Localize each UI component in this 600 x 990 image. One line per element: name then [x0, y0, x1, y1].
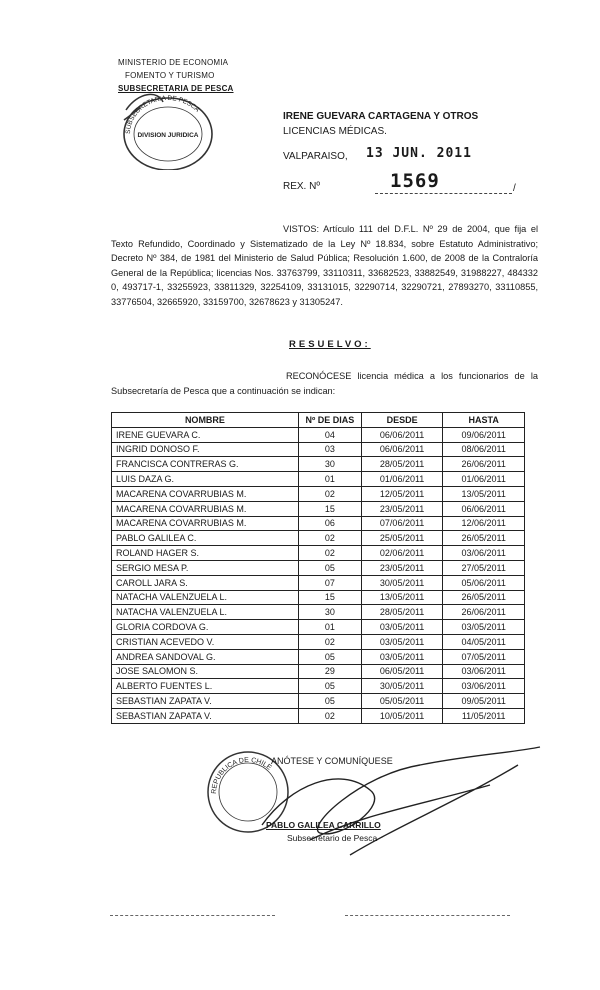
cell-hasta: 06/06/2011 — [443, 501, 525, 516]
cell-desde: 10/05/2011 — [361, 708, 443, 723]
cell-desde: 30/05/2011 — [361, 575, 443, 590]
cell-nombre: CRISTIAN ACEVEDO V. — [112, 634, 299, 649]
col-header-hasta: HASTA — [443, 413, 525, 428]
cell-nombre: FRANCISCA CONTRERAS G. — [112, 457, 299, 472]
cell-dias: 07 — [298, 575, 361, 590]
cell-hasta: 11/05/2011 — [443, 708, 525, 723]
table-row — [112, 457, 525, 472]
rex-label: REX. Nº — [283, 181, 320, 192]
cell-desde: 03/05/2011 — [361, 649, 443, 664]
cell-hasta: 26/05/2011 — [443, 531, 525, 546]
ministry-subname: FOMENTO Y TURISMO — [125, 71, 215, 80]
cell-desde: 06/05/2011 — [361, 664, 443, 679]
cell-dias: 05 — [298, 560, 361, 575]
cell-nombre: GLORIA CORDOVA G. — [112, 620, 299, 635]
cell-nombre: MACARENA COVARRUBIAS M. — [112, 501, 299, 516]
cell-desde: 02/06/2011 — [361, 546, 443, 561]
table-row — [112, 634, 525, 649]
table-row — [112, 590, 525, 605]
cell-nombre: IRENE GUEVARA C. — [112, 427, 299, 442]
footer-dash-left — [110, 915, 275, 916]
rex-underline — [375, 193, 512, 194]
resolution-subject — [283, 109, 533, 139]
table-row — [112, 516, 525, 531]
cell-nombre: SEBASTIAN ZAPATA V. — [112, 708, 299, 723]
col-header-nombre: NOMBRE — [112, 413, 299, 428]
cell-nombre: LUIS DAZA G. — [112, 472, 299, 487]
cell-dias: 05 — [298, 649, 361, 664]
cell-nombre: NATACHA VALENZUELA L. — [112, 605, 299, 620]
cell-dias: 05 — [298, 679, 361, 694]
table-row — [112, 664, 525, 679]
licenses-table — [111, 412, 525, 724]
cell-dias: 30 — [298, 605, 361, 620]
table-row — [112, 694, 525, 709]
cell-desde: 12/05/2011 — [361, 486, 443, 501]
cell-dias: 02 — [298, 546, 361, 561]
cell-nombre: SERGIO MESA P. — [112, 560, 299, 575]
table-row — [112, 560, 525, 575]
table-row — [112, 442, 525, 457]
rex-slash: / — [513, 183, 516, 194]
subject-bold: IRENE GUEVARA CARTAGENA Y OTROS — [283, 111, 479, 122]
table-row — [112, 679, 525, 694]
cell-hasta: 03/05/2011 — [443, 620, 525, 635]
cell-hasta: 09/06/2011 — [443, 427, 525, 442]
cell-hasta: 07/05/2011 — [443, 649, 525, 664]
cell-hasta: 05/06/2011 — [443, 575, 525, 590]
cell-nombre: SEBASTIAN ZAPATA V. — [112, 694, 299, 709]
subsecretaria-name: SUBSECRETARIA DE PESCA — [118, 84, 234, 93]
cell-desde: 06/06/2011 — [361, 427, 443, 442]
signatory-name: PABLO GALILEA CARRILLO — [266, 820, 381, 830]
cell-dias: 05 — [298, 694, 361, 709]
footer-dash-right — [345, 915, 510, 916]
table-row — [112, 501, 525, 516]
table-row — [112, 605, 525, 620]
cell-desde: 28/05/2011 — [361, 457, 443, 472]
cell-dias: 02 — [298, 708, 361, 723]
cell-nombre: NATACHA VALENZUELA L. — [112, 590, 299, 605]
table-row — [112, 472, 525, 487]
cell-hasta: 03/06/2011 — [443, 679, 525, 694]
subject-rest: LICENCIAS MÉDICAS. — [283, 126, 387, 137]
col-header-dias: Nº DE DIAS — [298, 413, 361, 428]
col-header-desde: DESDE — [361, 413, 443, 428]
table-row — [112, 546, 525, 561]
division-juridica-seal — [118, 90, 218, 170]
cell-desde: 05/05/2011 — [361, 694, 443, 709]
cell-desde: 01/06/2011 — [361, 472, 443, 487]
date-stamp: 13 JUN. 2011 — [366, 146, 472, 161]
cell-hasta: 09/05/2011 — [443, 694, 525, 709]
cell-dias: 01 — [298, 472, 361, 487]
cell-dias: 02 — [298, 486, 361, 501]
republic-seal-text: REPUBLICA DE CHILE — [210, 756, 273, 795]
table-row — [112, 531, 525, 546]
cell-nombre: ALBERTO FUENTES L. — [112, 679, 299, 694]
closing-formula: ANÓTESE Y COMUNÍQUESE — [271, 756, 393, 766]
cell-desde: 28/05/2011 — [361, 605, 443, 620]
cell-hasta: 27/05/2011 — [443, 560, 525, 575]
cell-dias: 02 — [298, 531, 361, 546]
resuelvo-heading: RESUELVO: — [289, 339, 371, 350]
cell-dias: 03 — [298, 442, 361, 457]
cell-nombre: ANDREA SANDOVAL G. — [112, 649, 299, 664]
seal-outer-text: SUBSECRETARIA DE PESCA — [124, 94, 201, 135]
table-row — [112, 649, 525, 664]
cell-nombre: MACARENA COVARRUBIAS M. — [112, 516, 299, 531]
cell-desde: 30/05/2011 — [361, 679, 443, 694]
cell-hasta: 08/06/2011 — [443, 442, 525, 457]
table-row — [112, 620, 525, 635]
vistos-paragraph: VISTOS: Artículo 111 del D.F.L. Nº 29 de 2004, que fija el Texto Refundido, Coordinado y Sistematizado de la Ley Nº 18.834, sobre Estatuto Administrativo; Decreto Nº 384, de 1981 del Ministerio de Salud Pública; Resolución 1.600, de 2008 de la Contraloría General de la República; licencias Nos. 33763799, 33110311, 33682523, 33882549, 31988227, 484332 0, 493717-1, 33255923, 33811329, 32254109, 33131015, 32290714, 32290721, 27893270, 33110855, 33776504, 32665920, 33159700, 32678623 y 31305247. — [111, 224, 538, 307]
cell-dias: 30 — [298, 457, 361, 472]
cell-dias: 29 — [298, 664, 361, 679]
signatory-role: Subsecretario de Pesca — [287, 833, 378, 843]
cell-dias: 15 — [298, 590, 361, 605]
cell-hasta: 03/06/2011 — [443, 546, 525, 561]
table-row — [112, 427, 525, 442]
table-row — [112, 486, 525, 501]
cell-nombre: INGRID DONOSO F. — [112, 442, 299, 457]
reconocese-paragraph: RECONÓCESE licencia médica a los funcionarios de la Subsecretaría de Pesca que a continuación se indican: — [111, 371, 538, 396]
cell-hasta: 26/06/2011 — [443, 457, 525, 472]
cell-dias: 02 — [298, 634, 361, 649]
cell-desde: 03/05/2011 — [361, 620, 443, 635]
cell-dias: 15 — [298, 501, 361, 516]
cell-nombre: MACARENA COVARRUBIAS M. — [112, 486, 299, 501]
cell-desde: 06/06/2011 — [361, 442, 443, 457]
cell-desde: 13/05/2011 — [361, 590, 443, 605]
cell-dias: 06 — [298, 516, 361, 531]
place-label: VALPARAISO, — [283, 151, 348, 162]
table-row — [112, 575, 525, 590]
table-row — [112, 708, 525, 723]
cell-nombre: PABLO GALILEA C. — [112, 531, 299, 546]
cell-desde: 25/05/2011 — [361, 531, 443, 546]
cell-desde: 23/05/2011 — [361, 560, 443, 575]
seal-inner-text: DIVISION JURIDICA — [137, 132, 199, 139]
table-header-row — [112, 413, 525, 428]
cell-hasta: 13/05/2011 — [443, 486, 525, 501]
cell-dias: 04 — [298, 427, 361, 442]
cell-dias: 01 — [298, 620, 361, 635]
cell-nombre: ROLAND HAGER S. — [112, 546, 299, 561]
cell-nombre: CAROLL JARA S. — [112, 575, 299, 590]
cell-hasta: 26/05/2011 — [443, 590, 525, 605]
cell-hasta: 26/06/2011 — [443, 605, 525, 620]
cell-hasta: 03/06/2011 — [443, 664, 525, 679]
cell-hasta: 04/05/2011 — [443, 634, 525, 649]
ministry-name: MINISTERIO DE ECONOMIA — [118, 58, 229, 67]
cell-desde: 07/06/2011 — [361, 516, 443, 531]
cell-hasta: 12/06/2011 — [443, 516, 525, 531]
rex-number: 1569 — [390, 170, 440, 192]
cell-hasta: 01/06/2011 — [443, 472, 525, 487]
cell-desde: 03/05/2011 — [361, 634, 443, 649]
cell-desde: 23/05/2011 — [361, 501, 443, 516]
cell-nombre: JOSE SALOMON S. — [112, 664, 299, 679]
